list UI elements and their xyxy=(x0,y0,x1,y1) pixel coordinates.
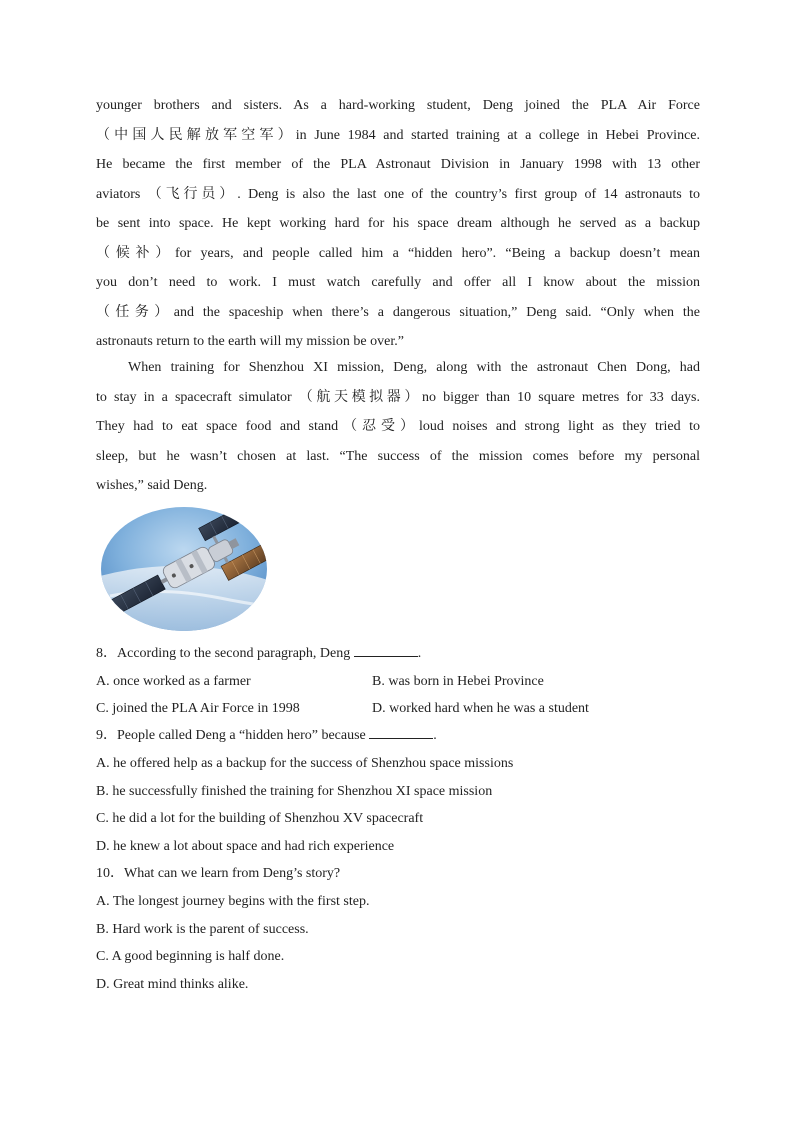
option-a: A. The longest journey begins with the first step. xyxy=(96,894,370,909)
question-9-stem: 9．People called Deng a “hidden hero” because . xyxy=(96,722,700,750)
space-station-illustration xyxy=(100,506,268,632)
passage-line: aviators （飞行员）. Deng is also the last one of the country’s first group of 14 astronauts to xyxy=(96,186,700,202)
question-8-stem: 8．According to the second paragraph, Deng . xyxy=(96,640,700,668)
passage-line: to stay in a spacecraft simulator （航天模拟器）no bigger than 10 square metres for 33 days. xyxy=(96,389,700,405)
passage-line: They had to eat space food and stand（忍受）loud noises and strong light as they tried to xyxy=(96,419,700,434)
option-c: C. joined the PLA Air Force in 1998 xyxy=(96,701,300,716)
question-section xyxy=(96,640,700,998)
option-b: B. he successfully finished the training for Shenzhou XI space mission xyxy=(96,783,493,799)
passage-line: be sent into space. He kept working hard for his space dream although he served as a backup xyxy=(96,216,700,231)
passage-line: younger brothers and sisters. As a hard-working student, Deng joined the PLA Air Force xyxy=(96,98,700,113)
question-8-options-row-2 xyxy=(96,695,700,722)
option-c: C. A good beginning is half done. xyxy=(96,949,285,964)
option-a: A. he offered help as a backup for the success of Shenzhou space missions xyxy=(96,756,514,771)
option-b: B. Hard work is the parent of success. xyxy=(96,921,309,937)
question-10-stem: 10．What can we learn from Deng’s story? xyxy=(96,866,341,881)
passage-line: He became the first member of the PLA Astronaut Division in January 1998 with 13 other xyxy=(96,157,700,172)
passage-line: When training for Shenzhou XI mission, Deng, along with the astronaut Chen Dong, had xyxy=(128,360,700,375)
answer-blank xyxy=(369,724,433,739)
option-c: C. he did a lot for the building of Shenzhou XV spacecraft xyxy=(96,811,424,826)
passage-line: sleep, but he wasn’t chosen at last. “The success of the mission comes before my personal xyxy=(96,448,700,464)
passage-line: astronauts return to the earth will my mission be over.” xyxy=(96,334,404,349)
passage-line: （任务）and the spaceship when there’s a dangerous situation,” Deng said. “Only when the xyxy=(96,304,700,320)
passage-line: （候补）for years, and people called him a “hidden hero”. “Being a backup doesn’t mean xyxy=(96,245,700,261)
option-d: D. Great mind thinks alike. xyxy=(96,976,249,992)
passage-line: wishes,” said Deng. xyxy=(96,478,208,493)
answer-blank xyxy=(354,642,418,657)
option-b: B. was born in Hebei Province xyxy=(372,674,544,689)
passage-line: （中国人民解放军空军）in June 1984 and started training at a college in Hebei Province. xyxy=(96,127,700,143)
option-d: D. he knew a lot about space and had rich experience xyxy=(96,838,395,854)
passage-paragraph-2 xyxy=(96,353,700,501)
question-8-options-row-1 xyxy=(96,668,700,695)
option-d: D. worked hard when he was a student xyxy=(372,701,589,716)
option-a: A. once worked as a farmer xyxy=(96,674,251,689)
passage-line: you don’t need to work. I must watch carefully and offer all I know about the mission xyxy=(96,275,700,290)
passage-paragraph-1 xyxy=(96,91,700,357)
